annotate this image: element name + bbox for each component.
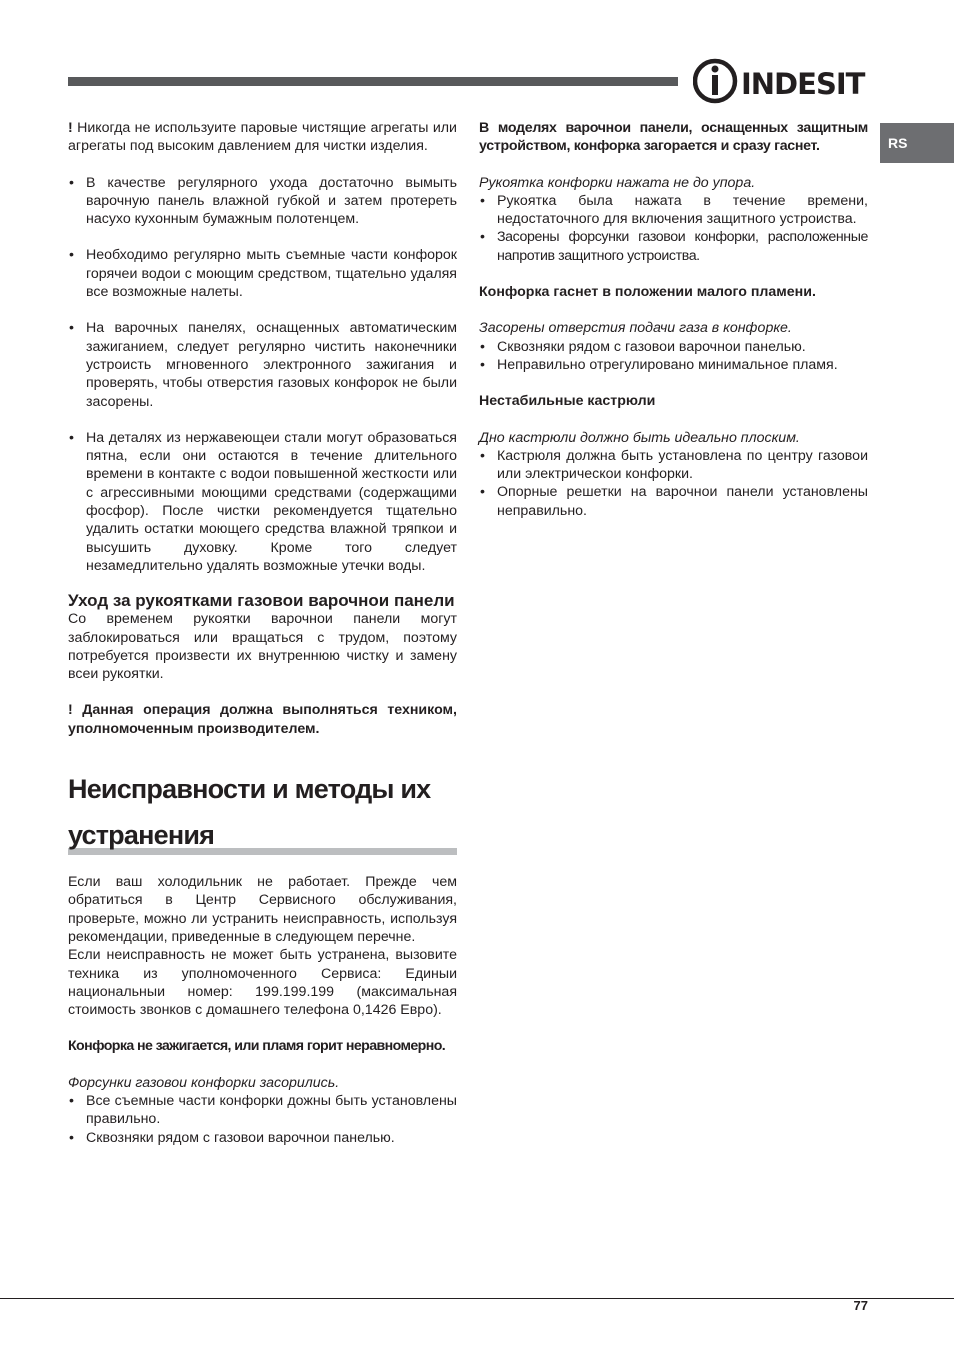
problem-cause: Форсунки газовои конфорки засорились. <box>68 1074 340 1091</box>
list-item: • Засорены форсунки газовои конфорки, расположенные напротив защитного устроиства. <box>479 228 868 265</box>
list-item: • Необходимо регулярно мыть съемные части конфорок горячеи водои с моющим средством, тщательно удаляя все возможные налеты. <box>68 246 457 301</box>
list-item: • Неправильно отрегулировано минимальное пламя. <box>479 356 868 374</box>
warning-steam-cleaners <box>68 119 457 156</box>
problem-cause: Дно кастрюли должно быть идеально плоским. <box>479 429 800 446</box>
service-text: Если неисправность не может быть устранена, вызовите техника из уполномоченного Сервиса: Единыи национальныи номер: 199.199.199 (максимальная стоимость звонков с домашнего телефона 0,1426 Евро). <box>68 947 457 1019</box>
troubleshooting-heading: Неисправности и методы их устранения <box>68 774 431 851</box>
list-item: • На деталях из нержавеющеи стали могут образоваться пятна, если они остаются в течение длительного времени в контакте с водои повышенной жесткости или с агрессивными моющими средствами (содержащими фосфор). После чистки рекомендуется тщательно удалить остатки моющего средства влажной тряпкои и высушить духовку. Кроме того следует незамедлительно удалять возможные утечки воды. <box>68 429 457 575</box>
list-item: • Кастрюля должна быть установлена по центру газовои или электрическои конфорки. <box>479 447 868 484</box>
knobs-text: Со временем рукоятки варочнои панели могут заблокироваться или вращаться с трудом, поэтому потребуется произвести их внутреннюю чистку и замену всеи рукоятки. <box>68 611 457 683</box>
svg-text:INDESIT: INDESIT <box>741 67 865 101</box>
list-item: • На варочных панелях, оснащенных автоматическим зажиганием, следует регулярно чистить наконечники устроисть мгновенного электронного зажигания и проверять, чтобы отверстия газовых конфорок не были засорены. <box>68 319 457 410</box>
solution-list <box>68 1092 457 1147</box>
list-item: • Сквозняки рядом с газовои варочнои панелью. <box>68 1129 457 1147</box>
solution-list <box>479 447 868 520</box>
problem-cause: Засорены отверстия подачи газа в конфорке. <box>479 320 792 337</box>
care-list <box>68 174 457 576</box>
solution-list <box>479 192 868 265</box>
footer-rule <box>0 1298 954 1299</box>
knobs-heading: Уход за рукоятками газовои варочнои панели <box>68 591 455 611</box>
list-item: • Опорные решетки на варочнои панели установлены неправильно. <box>479 483 868 520</box>
list-item: • Все съемные части конфорки дожны быть установлены правильно. <box>68 1092 457 1129</box>
indesit-logo <box>693 56 871 106</box>
warning-mark: ! <box>68 702 73 719</box>
list-item: • Рукоятка была нажата в течение времени, недостаточного для включения защитного устроиства. <box>479 192 868 229</box>
warning-mark: ! <box>68 120 73 136</box>
left-column <box>68 119 457 1147</box>
page-number: 77 <box>853 1298 868 1313</box>
problem-title: Нестабильные кастрюли <box>479 393 656 410</box>
language-tab: RS <box>880 123 954 163</box>
warning-technician <box>68 701 457 738</box>
solution-list <box>479 338 868 375</box>
right-column <box>479 119 868 520</box>
warning-text: Данная операция должна выполняться техником, уполномоченным производителем. <box>68 702 457 737</box>
problem-cause: Рукоятка конфорки нажата не до упора. <box>479 174 756 191</box>
intro-text: Если ваш холодильник не работает. Прежде чем обратиться в Центр Сервисного обслуживания, проверьте, можно ли устранить неисправность, используя рекомендации, приведенные в следующем перечне. <box>68 874 457 945</box>
list-item: • Сквозняки рядом с газовои варочнои панелью. <box>479 338 868 356</box>
problem-title: Конфорка гаснет в положении малого пламени. <box>479 284 816 301</box>
list-item: • В качестве регулярного ухода достаточно вымыть варочную панель влажной губкой и затем протереть насухо кухонным бумажным полотенцем. <box>68 174 457 229</box>
warning-text: Никогда не используите паровые чистящие агрегаты или агрегаты под высоким давлением для чистки изделия. <box>68 120 457 155</box>
problem-title: В моделях варочнои панели, оснащенных защитным устройством, конфорка загорается и сразу гаснет. <box>479 120 868 155</box>
problem-title: Конфорка не зажигается, или пламя горит неравномерно. <box>68 1038 446 1055</box>
header-rule <box>68 77 678 86</box>
